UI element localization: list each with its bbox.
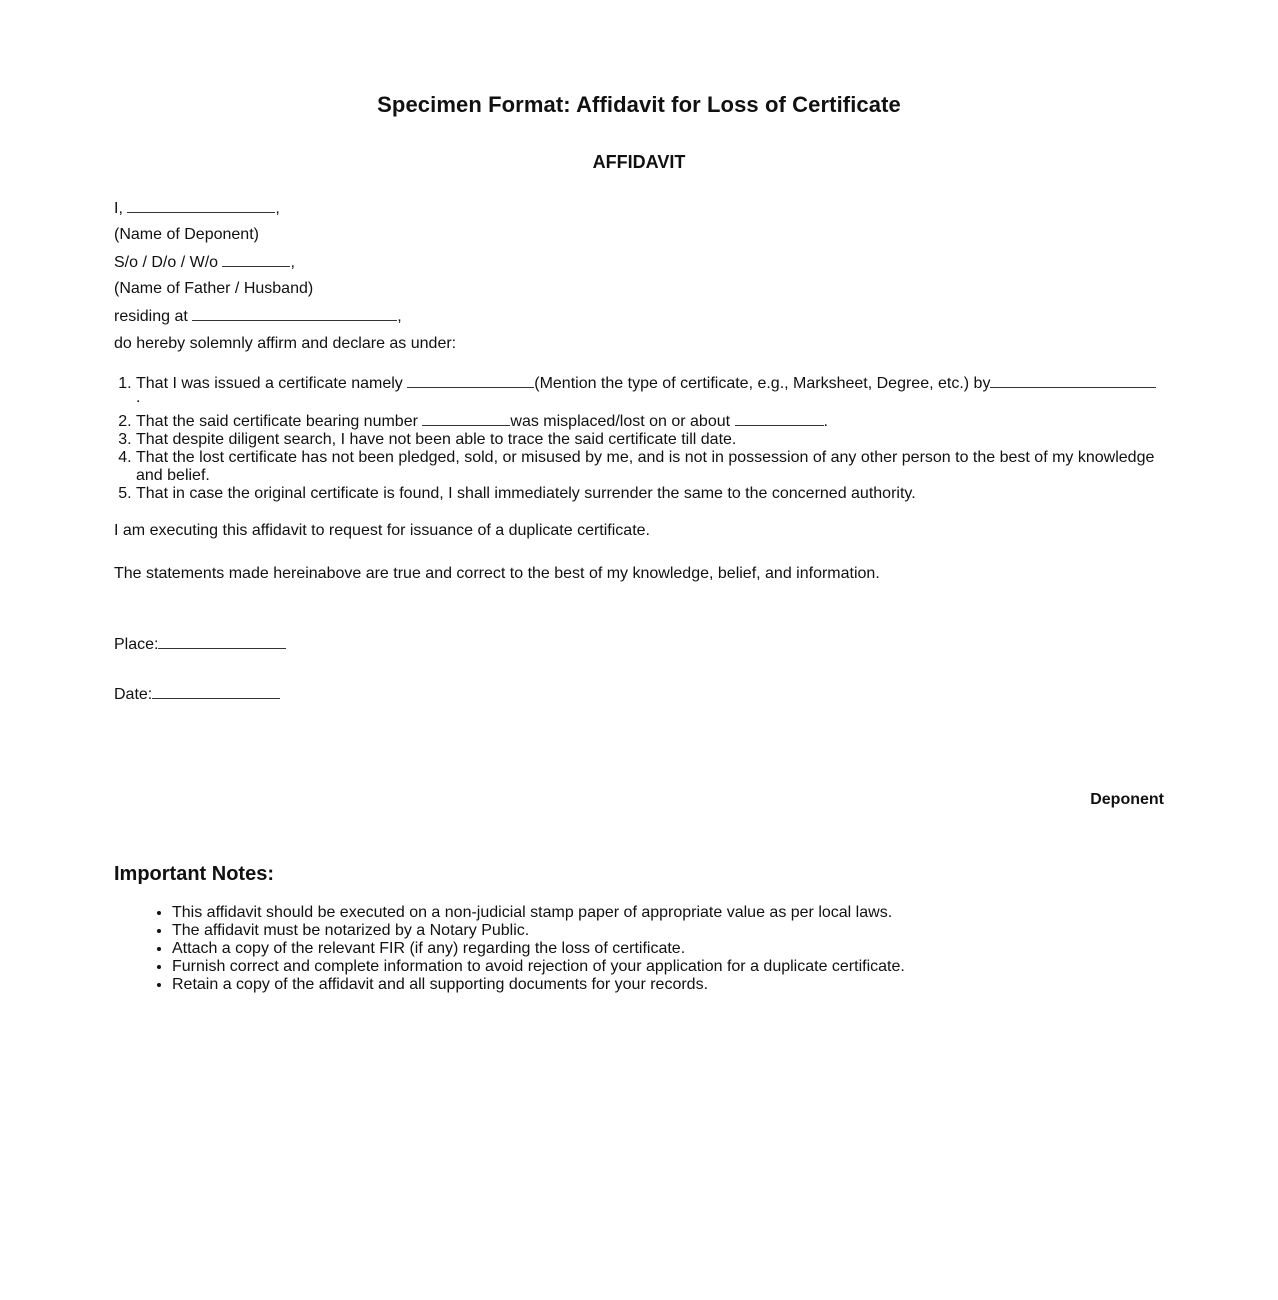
residence-prefix: residing at [114, 308, 188, 325]
important-notes-list [114, 904, 1174, 994]
clause-2-text-b: was misplaced/lost on or about [510, 413, 731, 430]
note-item: • Furnish correct and complete information to avoid rejection of your application for a duplicate certificate. [172, 958, 1174, 976]
residence-suffix: , [397, 308, 402, 325]
date-blank [152, 684, 280, 699]
clause-2-text-a: That the said certificate bearing number [136, 413, 418, 430]
truth-statement: The statements made hereinabove are true and correct to the best of my knowledge, belief, and information. [114, 565, 880, 582]
loss-date-blank [735, 411, 824, 426]
clause-item [136, 411, 1164, 431]
deponent-name-suffix: , [275, 200, 280, 217]
document-title: Specimen Format: Affidavit for Loss of Certificate [377, 92, 901, 117]
date-field [114, 684, 280, 705]
notes-heading: Important Notes: [114, 863, 274, 885]
deponent-name-line [114, 198, 1174, 225]
clause-item [136, 373, 1164, 411]
father-husband-blank [222, 252, 290, 267]
clause-1-text-a: That I was issued a certificate namely [136, 375, 403, 392]
clause-1-trail: . [136, 389, 141, 406]
clause-1-text-b: (Mention the type of certificate, e.g., Marksheet, Degree, etc.) by [534, 375, 991, 392]
place-label: Place: [114, 636, 159, 653]
clause-item: 4. That the lost certificate has not been pledged, sold, or misused by me, and is not in possession of any other person to the best of my knowledge and belief. [136, 449, 1164, 485]
certificate-type-blank [407, 373, 534, 388]
deponent-name-caption: (Name of Deponent) [114, 226, 259, 243]
place-blank [158, 634, 286, 649]
note-item: • Attach a copy of the relevant FIR (if any) regarding the loss of certificate. [172, 940, 1174, 958]
declaration-clauses [114, 373, 1164, 503]
note-item: • Retain a copy of the affidavit and all supporting documents for your records. [172, 976, 1174, 994]
note-item: • This affidavit should be executed on a non-judicial stamp paper of appropriate value as per local laws. [172, 904, 1174, 922]
father-husband-caption: (Name of Father / Husband) [114, 280, 314, 297]
executing-statement: I am executing this affidavit to request for issuance of a duplicate certificate. [114, 522, 650, 539]
relation-suffix: , [290, 254, 295, 271]
relation-line [114, 252, 1174, 279]
deponent-name-blank [127, 198, 275, 213]
deponent-details [114, 198, 1174, 361]
clause-item: 3. That despite diligent search, I have not been able to trace the said certificate till date. [136, 431, 1164, 449]
clause-item: 5. That in case the original certificate is found, I shall immediately surrender the same to the concerned authority. [136, 485, 1164, 503]
issuing-authority-blank [990, 373, 1156, 388]
relation-prefix: S/o / D/o / W/o [114, 254, 219, 271]
affidavit-heading: AFFIDAVIT [592, 152, 686, 172]
date-label: Date: [114, 686, 153, 703]
deponent-signature-label: Deponent [1090, 791, 1164, 808]
certificate-number-blank [422, 411, 510, 426]
residence-blank [192, 306, 397, 321]
declaration-intro: do hereby solemnly affirm and declare as under: [114, 335, 457, 352]
clause-2-trail: . [823, 413, 828, 430]
deponent-name-prefix: I, [114, 200, 123, 217]
place-field [114, 634, 286, 655]
note-item: • The affidavit must be notarized by a Notary Public. [172, 922, 1174, 940]
residence-line [114, 306, 1174, 334]
